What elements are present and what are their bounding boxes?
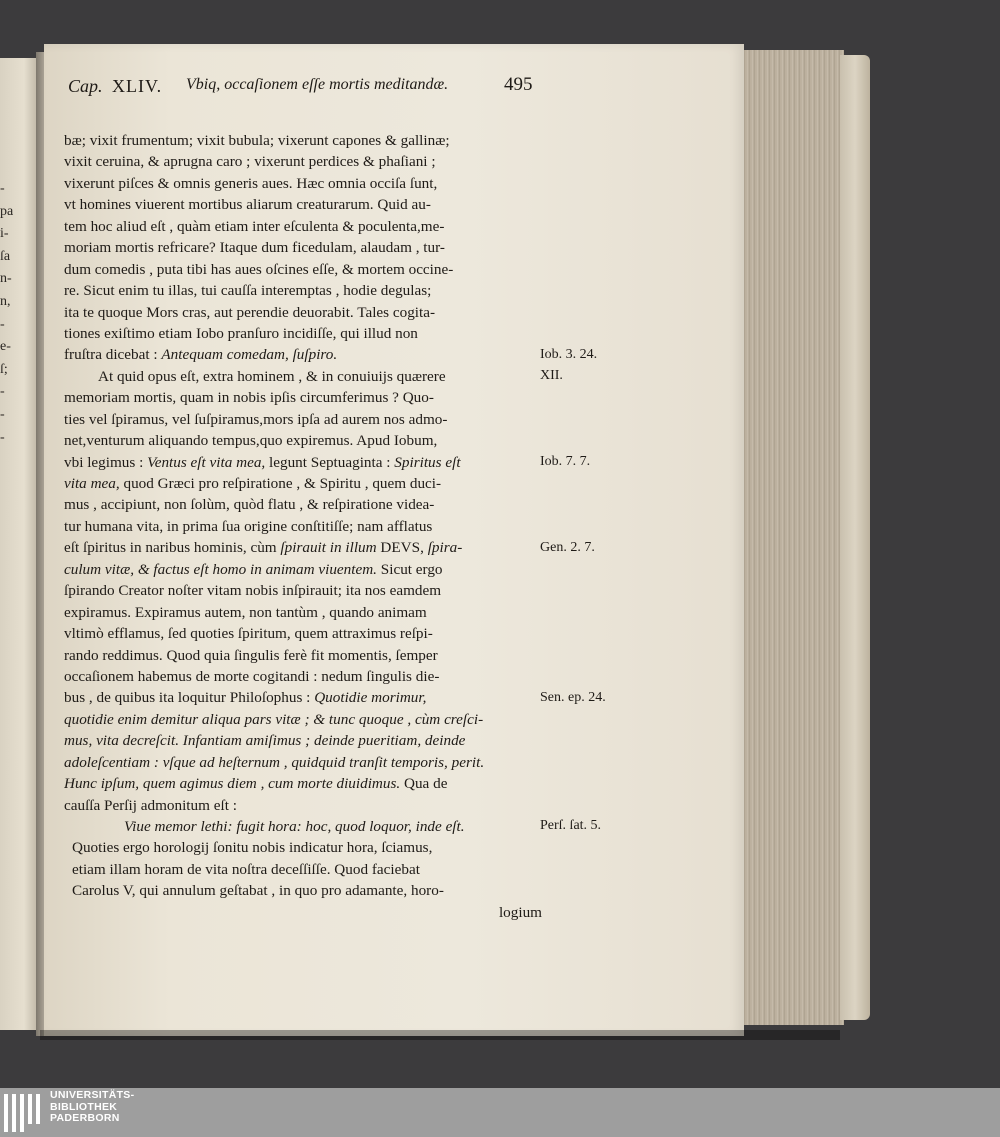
roman-text: Qua de: [404, 775, 448, 793]
roman-text: etiam illam horam de vita noſtra deceſſiſſe. Quod faciebat: [72, 860, 420, 878]
roman-text: tem hoc aliud eſt , quàm etiam inter eſculenta & poculenta,me-: [64, 217, 445, 235]
italic-text: Spiritus eſt: [394, 453, 461, 471]
text-line: [64, 323, 542, 344]
italic-text: Quotidie morimur,: [314, 689, 427, 707]
margin-note: Perſ. ſat. 5.: [540, 818, 602, 834]
roman-text: vt homines viuerent mortibus aliarum creaturarum. Quid au-: [64, 196, 431, 214]
left-page-edge: [0, 58, 41, 1030]
text-line: [64, 623, 542, 644]
left-fragment: pa: [0, 203, 14, 219]
roman-text: cauſſa Perſij admonitum eſt :: [64, 796, 237, 814]
roman-text: re. Sicut enim tu illas, tui cauſſa interemptas , hodie degulas;: [64, 282, 432, 300]
page-number: 495: [504, 74, 533, 95]
text-line: [64, 516, 542, 537]
roman-text: legunt Septuaginta :: [269, 453, 395, 471]
roman-text: eſt ſpiritus in naribus hominis, cùm: [64, 539, 281, 557]
left-fragment: -: [0, 429, 5, 445]
left-fragment: ſ;: [0, 361, 8, 377]
text-line: [64, 302, 542, 323]
left-fragment: -: [0, 406, 5, 422]
text-line: [64, 173, 542, 194]
roman-text: fruſtra dicebat :: [64, 346, 162, 364]
header-title: Vbiq, occaſionem eſſe mortis meditandæ.: [186, 76, 449, 93]
roman-text: Carolus V, qui annulum geſtabat , in quo pro adamante, horo-: [72, 882, 444, 900]
roman-text: Quoties ergo horologij ſonitu nobis indicatur hora, ſciamus,: [72, 839, 433, 857]
text-line: [64, 259, 542, 280]
margin-note: Sen. ep. 24.: [540, 689, 606, 705]
library-name-line1: UNIVERSITÄTS-: [50, 1089, 135, 1101]
library-footer: [0, 1088, 1000, 1137]
left-fragment: n-: [0, 271, 12, 287]
left-page-text-fragments: [0, 178, 12, 449]
text-line: [64, 816, 542, 837]
roman-text: ſpirando Creator noſter vitam nobis inſpirauit; ita nos eamdem: [64, 582, 442, 600]
italic-text: quotidie enim demitur aliqua pars vitæ ; & tunc quoque , cùm creſci-: [64, 710, 484, 728]
roman-text: ita te quoque Mors cras, aut perendie deuorabit. Tales cogita-: [64, 303, 436, 321]
roman-text: mus , accipiunt, non ſolùm, quòd flatu , & reſpiratione videa-: [64, 496, 435, 514]
roman-text: vbi legimus :: [64, 453, 148, 471]
roman-text: net,venturum aliquando tempus,quo expiremus. Apud Iobum,: [64, 432, 438, 450]
text-line: [64, 344, 542, 365]
italic-text: vita mea,: [64, 475, 124, 492]
text-line: [64, 859, 542, 880]
text-line: [64, 752, 542, 773]
text-line: [64, 559, 542, 580]
italic-text: ſpira-: [427, 539, 463, 557]
text-line: [64, 837, 542, 858]
text-line: [64, 730, 542, 751]
roman-text: expiramus. Expiramus autem, non tantùm , quando animam: [64, 603, 427, 621]
margin-note: Iob. 3. 24.: [540, 346, 598, 362]
left-fragment: e-: [0, 339, 11, 355]
text-line: [64, 452, 542, 473]
roman-text: bus , de quibus ita loquitur Philoſophus :: [64, 689, 315, 707]
text-line: [64, 409, 542, 430]
italic-text: ſpirauit in illum: [280, 539, 381, 557]
text-line: [64, 194, 542, 215]
margin-note: Iob. 7. 7.: [540, 453, 591, 469]
roman-text: logium: [498, 903, 542, 921]
text-line: [64, 666, 542, 687]
library-name: [50, 1090, 134, 1125]
roman-text: moriam mortis refricare? Itaque dum ficedulam, alaudam , tur-: [64, 239, 445, 257]
roman-text: memoriam mortis, quam in nobis ipſis circumferimus ? Quo-: [64, 389, 434, 407]
italic-text: Antequam comedam, ſuſpiro.: [161, 346, 338, 364]
roman-text: Sicut ergo: [380, 560, 443, 578]
margin-note: XII.: [540, 367, 563, 383]
library-name-line3: PADERBORN: [50, 1112, 120, 1124]
left-fragment: ſa: [0, 248, 11, 264]
roman-text: At quid opus eſt, extra hominem , & in conuiuijs quærere: [98, 367, 446, 385]
text-line: [64, 645, 542, 666]
text-line: [64, 494, 542, 515]
text-line: [64, 580, 542, 601]
header-cap: Cap.: [68, 76, 103, 96]
text-line: [64, 773, 542, 794]
text-line: [64, 687, 542, 708]
left-fragment: -: [0, 181, 5, 196]
body-text: [64, 130, 542, 923]
text-line: [64, 430, 542, 451]
text-line: [64, 366, 542, 387]
left-fragment: -: [0, 384, 5, 400]
roman-text: dum comedis , puta tibi has aues oſcines eſſe, & mortem occine-: [64, 260, 454, 278]
text-line: [64, 709, 542, 730]
text-line: [64, 473, 542, 494]
roman-text: DEVS,: [380, 539, 428, 557]
roman-text: rando reddimus. Quod quia ſingulis ferè fit momentis, ſemper: [64, 646, 438, 664]
roman-text: tiones exiſtimo etiam Iobo pranſuro incidiſſe, qui illud non: [64, 324, 418, 342]
text-line: [64, 537, 542, 558]
text-line: [64, 387, 542, 408]
roman-text: vltimò efflamus, ſed quoties ſpiritum, quem attraximus reſpi-: [64, 625, 433, 643]
text-line: [64, 151, 542, 172]
text-line: [64, 795, 542, 816]
margin-note: Gen. 2. 7.: [540, 539, 595, 555]
roman-text: vixerunt piſces & omnis generis aues. Hæc omnia occiſa ſunt,: [64, 174, 438, 192]
running-header: [68, 72, 548, 102]
library-name-line2: BIBLIOTHEK: [50, 1100, 118, 1113]
text-line: [64, 237, 542, 258]
roman-text: quod Græci pro reſpiratione , & Spiritu , quem duci-: [123, 475, 442, 492]
italic-text: Ventus eſt vita mea,: [147, 453, 270, 471]
text-line: [64, 130, 542, 151]
italic-text: Hunc ipſum, quem agimus diem , cum morte diuidimus.: [64, 775, 404, 793]
text-line: [64, 216, 542, 237]
page-shadow: [40, 1030, 840, 1040]
italic-text: Viue memor lethi: fugit hora: hoc, quod loquor, inde eſt.: [124, 818, 465, 835]
roman-text: tur humana vita, in prima ſua origine conſtitiſſe; nam afflatus: [64, 517, 433, 535]
roman-text: bæ; vixit frumentum; vixit bubula; vixerunt capones & gallinæ;: [64, 132, 450, 149]
left-fragment: n,: [0, 293, 11, 309]
italic-text: adoleſcentiam : vſque ad heſternum , quidquid tranſit temporis, perit.: [64, 753, 485, 771]
text-line: [64, 880, 542, 901]
text-line: [64, 280, 542, 301]
header-chapter: XLIV.: [112, 76, 163, 96]
roman-text: vixit ceruina, & aprugna caro ; vixerunt perdices & phaſiani ;: [64, 153, 436, 171]
left-fragment: i-: [0, 226, 9, 242]
left-fragment: -: [0, 316, 5, 332]
italic-text: culum vitæ, & factus eſt homo in animam viuentem.: [64, 560, 381, 578]
italic-text: mus, vita decreſcit. Infantiam amiſimus ; deinde pueritiam, deinde: [64, 732, 466, 750]
book-cover-edge: [840, 55, 870, 1020]
library-logo-icon: [4, 1094, 44, 1132]
roman-text: occaſionem habemus de morte cogitandi : nedum ſingulis die-: [64, 667, 440, 685]
text-line: [64, 602, 542, 623]
roman-text: ties vel ſpiramus, vel ſuſpiramus,mors ipſa ad aurem nos admo-: [64, 410, 448, 428]
text-line: [64, 902, 542, 923]
